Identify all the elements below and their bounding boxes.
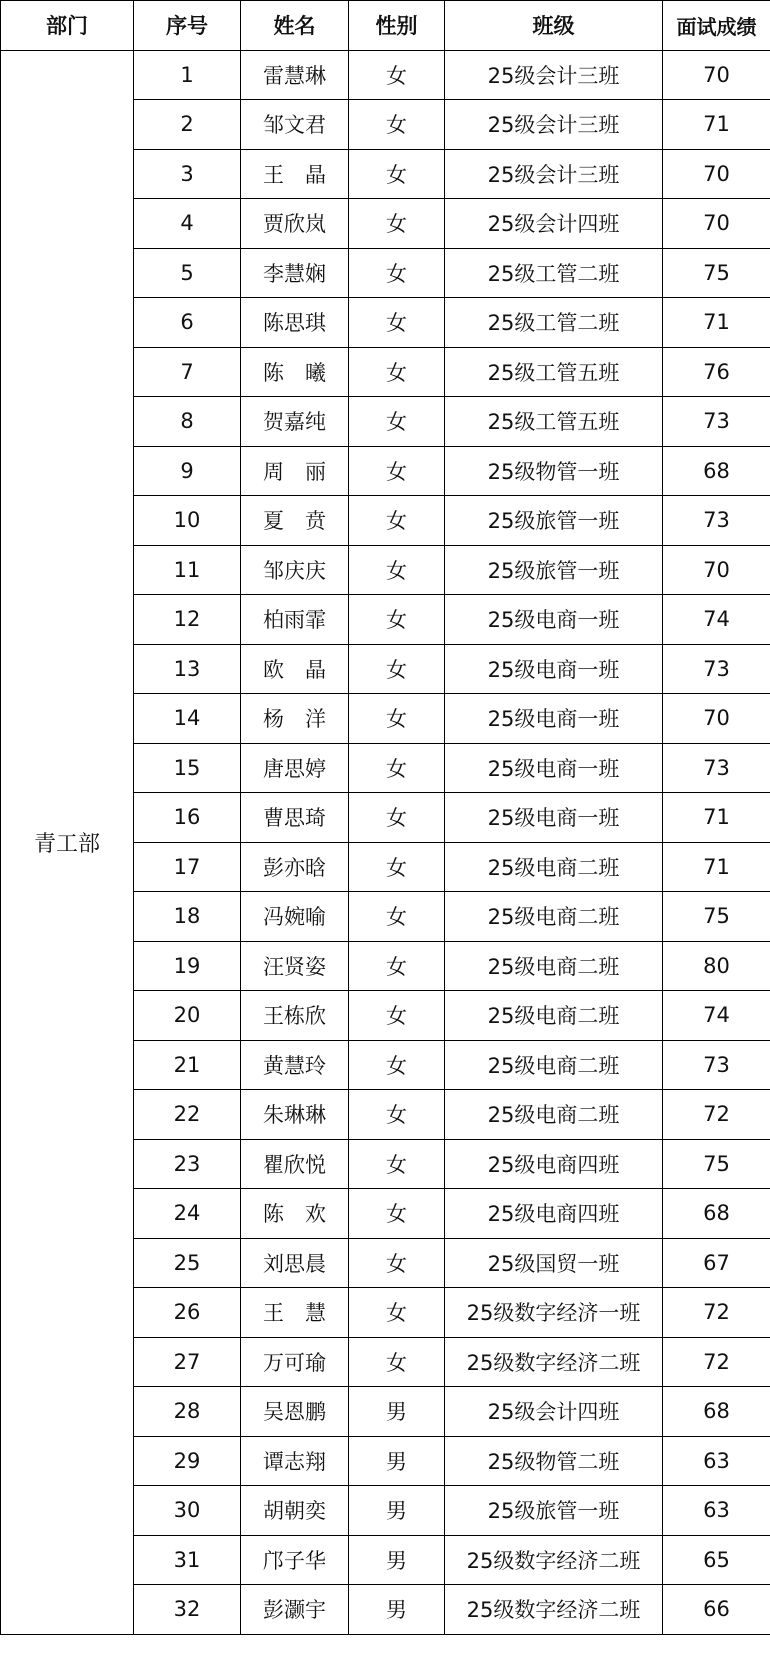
name-cell: 李慧娴 — [241, 248, 349, 298]
header-row — [1, 1, 770, 51]
index-cell: 29 — [134, 1436, 241, 1486]
name-cell: 黄慧玲 — [241, 1040, 349, 1090]
index-cell: 20 — [134, 991, 241, 1041]
index-cell: 14 — [134, 694, 241, 744]
class-cell: 25级会计四班 — [445, 199, 663, 249]
gender-cell: 女 — [349, 1189, 445, 1239]
name-cell: 王栋欣 — [241, 991, 349, 1041]
gender-cell: 男 — [349, 1436, 445, 1486]
score-cell: 80 — [663, 941, 770, 991]
header-index: 序号 — [134, 1, 241, 51]
name-cell: 王 慧 — [241, 1288, 349, 1338]
class-cell: 25级电商二班 — [445, 1090, 663, 1140]
class-cell: 25级数字经济二班 — [445, 1337, 663, 1387]
name-cell: 汪贤姿 — [241, 941, 349, 991]
gender-cell: 女 — [349, 1040, 445, 1090]
class-cell: 25级数字经济一班 — [445, 1288, 663, 1338]
index-cell: 1 — [134, 50, 241, 100]
score-cell: 73 — [663, 1040, 770, 1090]
gender-cell: 女 — [349, 298, 445, 348]
class-cell: 25级电商一班 — [445, 694, 663, 744]
score-cell: 73 — [663, 743, 770, 793]
table-header — [1, 1, 770, 51]
gender-cell: 女 — [349, 446, 445, 496]
class-cell: 25级电商二班 — [445, 1040, 663, 1090]
class-cell: 25级电商一班 — [445, 595, 663, 645]
index-cell: 32 — [134, 1585, 241, 1635]
index-cell: 7 — [134, 347, 241, 397]
index-cell: 6 — [134, 298, 241, 348]
name-cell: 邹庆庆 — [241, 545, 349, 595]
index-cell: 28 — [134, 1387, 241, 1437]
class-cell: 25级会计四班 — [445, 1387, 663, 1437]
gender-cell: 女 — [349, 991, 445, 1041]
index-cell: 13 — [134, 644, 241, 694]
name-cell: 欧 晶 — [241, 644, 349, 694]
index-cell: 2 — [134, 100, 241, 150]
name-cell: 杨 洋 — [241, 694, 349, 744]
class-cell: 25级工管五班 — [445, 347, 663, 397]
index-cell: 4 — [134, 199, 241, 249]
name-cell: 邹文君 — [241, 100, 349, 150]
gender-cell: 男 — [349, 1585, 445, 1635]
header-gender: 性别 — [349, 1, 445, 51]
score-cell: 71 — [663, 298, 770, 348]
class-cell: 25级数字经济二班 — [445, 1585, 663, 1635]
name-cell: 谭志翔 — [241, 1436, 349, 1486]
name-cell: 柏雨霏 — [241, 595, 349, 645]
name-cell: 吴恩鹏 — [241, 1387, 349, 1437]
score-cell: 72 — [663, 1090, 770, 1140]
index-cell: 26 — [134, 1288, 241, 1338]
index-cell: 18 — [134, 892, 241, 942]
score-cell: 71 — [663, 100, 770, 150]
gender-cell: 女 — [349, 1139, 445, 1189]
class-cell: 25级物管二班 — [445, 1436, 663, 1486]
score-cell: 65 — [663, 1535, 770, 1585]
score-cell: 66 — [663, 1585, 770, 1635]
name-cell: 胡朝奕 — [241, 1486, 349, 1536]
class-cell: 25级电商二班 — [445, 842, 663, 892]
header-score: 面试成绩 — [663, 1, 770, 51]
index-cell: 11 — [134, 545, 241, 595]
index-cell: 8 — [134, 397, 241, 447]
gender-cell: 女 — [349, 644, 445, 694]
score-cell: 68 — [663, 446, 770, 496]
score-cell: 68 — [663, 1387, 770, 1437]
gender-cell: 女 — [349, 50, 445, 100]
score-cell: 73 — [663, 496, 770, 546]
index-cell: 24 — [134, 1189, 241, 1239]
class-cell: 25级工管二班 — [445, 298, 663, 348]
score-cell: 73 — [663, 644, 770, 694]
index-cell: 9 — [134, 446, 241, 496]
header-class: 班级 — [445, 1, 663, 51]
score-cell: 70 — [663, 149, 770, 199]
table-row — [1, 50, 770, 100]
name-cell: 贺嘉纯 — [241, 397, 349, 447]
gender-cell: 女 — [349, 842, 445, 892]
index-cell: 30 — [134, 1486, 241, 1536]
gender-cell: 男 — [349, 1486, 445, 1536]
score-cell: 63 — [663, 1436, 770, 1486]
score-cell: 73 — [663, 397, 770, 447]
name-cell: 彭亦晗 — [241, 842, 349, 892]
class-cell: 25级电商二班 — [445, 991, 663, 1041]
class-cell: 25级国贸一班 — [445, 1238, 663, 1288]
class-cell: 25级工管二班 — [445, 248, 663, 298]
score-cell: 63 — [663, 1486, 770, 1536]
gender-cell: 女 — [349, 793, 445, 843]
score-cell: 71 — [663, 793, 770, 843]
index-cell: 10 — [134, 496, 241, 546]
name-cell: 冯婉喻 — [241, 892, 349, 942]
department-cell: 青工部 — [1, 50, 134, 1634]
gender-cell: 女 — [349, 892, 445, 942]
gender-cell: 女 — [349, 100, 445, 150]
name-cell: 夏 贲 — [241, 496, 349, 546]
name-cell: 万可瑜 — [241, 1337, 349, 1387]
gender-cell: 女 — [349, 1090, 445, 1140]
name-cell: 陈 曦 — [241, 347, 349, 397]
index-cell: 23 — [134, 1139, 241, 1189]
gender-cell: 女 — [349, 149, 445, 199]
class-cell: 25级会计三班 — [445, 100, 663, 150]
name-cell: 陈思琪 — [241, 298, 349, 348]
score-cell: 72 — [663, 1288, 770, 1338]
name-cell: 周 丽 — [241, 446, 349, 496]
name-cell: 邝子华 — [241, 1535, 349, 1585]
gender-cell: 女 — [349, 1288, 445, 1338]
class-cell: 25级电商二班 — [445, 941, 663, 991]
gender-cell: 男 — [349, 1387, 445, 1437]
index-cell: 22 — [134, 1090, 241, 1140]
score-cell: 76 — [663, 347, 770, 397]
gender-cell: 女 — [349, 199, 445, 249]
gender-cell: 女 — [349, 1337, 445, 1387]
score-cell: 71 — [663, 842, 770, 892]
score-cell: 74 — [663, 991, 770, 1041]
score-cell: 70 — [663, 50, 770, 100]
table-body — [1, 50, 770, 1634]
score-cell: 70 — [663, 199, 770, 249]
index-cell: 15 — [134, 743, 241, 793]
class-cell: 25级物管一班 — [445, 446, 663, 496]
class-cell: 25级旅管一班 — [445, 496, 663, 546]
index-cell: 31 — [134, 1535, 241, 1585]
class-cell: 25级数字经济二班 — [445, 1535, 663, 1585]
name-cell: 彭灏宇 — [241, 1585, 349, 1635]
class-cell: 25级电商一班 — [445, 644, 663, 694]
name-cell: 曹思琦 — [241, 793, 349, 843]
class-cell: 25级电商一班 — [445, 743, 663, 793]
name-cell: 王 晶 — [241, 149, 349, 199]
index-cell: 16 — [134, 793, 241, 843]
score-cell: 68 — [663, 1189, 770, 1239]
score-cell: 75 — [663, 248, 770, 298]
gender-cell: 女 — [349, 347, 445, 397]
gender-cell: 女 — [349, 496, 445, 546]
index-cell: 27 — [134, 1337, 241, 1387]
class-cell: 25级电商一班 — [445, 793, 663, 843]
score-cell: 74 — [663, 595, 770, 645]
name-cell: 陈 欢 — [241, 1189, 349, 1239]
gender-cell: 女 — [349, 694, 445, 744]
class-cell: 25级会计三班 — [445, 50, 663, 100]
name-cell: 贾欣岚 — [241, 199, 349, 249]
index-cell: 25 — [134, 1238, 241, 1288]
name-cell: 朱琳琳 — [241, 1090, 349, 1140]
index-cell: 3 — [134, 149, 241, 199]
score-cell: 70 — [663, 694, 770, 744]
gender-cell: 女 — [349, 595, 445, 645]
name-cell: 刘思晨 — [241, 1238, 349, 1288]
gender-cell: 男 — [349, 1535, 445, 1585]
index-cell: 17 — [134, 842, 241, 892]
class-cell: 25级工管五班 — [445, 397, 663, 447]
class-cell: 25级旅管一班 — [445, 545, 663, 595]
header-name: 姓名 — [241, 1, 349, 51]
class-cell: 25级电商四班 — [445, 1139, 663, 1189]
name-cell: 唐思婷 — [241, 743, 349, 793]
score-cell: 67 — [663, 1238, 770, 1288]
index-cell: 5 — [134, 248, 241, 298]
score-cell: 75 — [663, 1139, 770, 1189]
class-cell: 25级会计三班 — [445, 149, 663, 199]
score-cell: 75 — [663, 892, 770, 942]
gender-cell: 女 — [349, 1238, 445, 1288]
score-cell: 70 — [663, 545, 770, 595]
index-cell: 19 — [134, 941, 241, 991]
class-cell: 25级电商四班 — [445, 1189, 663, 1239]
gender-cell: 女 — [349, 743, 445, 793]
gender-cell: 女 — [349, 545, 445, 595]
score-cell: 72 — [663, 1337, 770, 1387]
name-cell: 雷慧琳 — [241, 50, 349, 100]
name-cell: 瞿欣悦 — [241, 1139, 349, 1189]
index-cell: 21 — [134, 1040, 241, 1090]
gender-cell: 女 — [349, 397, 445, 447]
header-department: 部门 — [1, 1, 134, 51]
gender-cell: 女 — [349, 941, 445, 991]
index-cell: 12 — [134, 595, 241, 645]
class-cell: 25级旅管一班 — [445, 1486, 663, 1536]
gender-cell: 女 — [349, 248, 445, 298]
class-cell: 25级电商二班 — [445, 892, 663, 942]
